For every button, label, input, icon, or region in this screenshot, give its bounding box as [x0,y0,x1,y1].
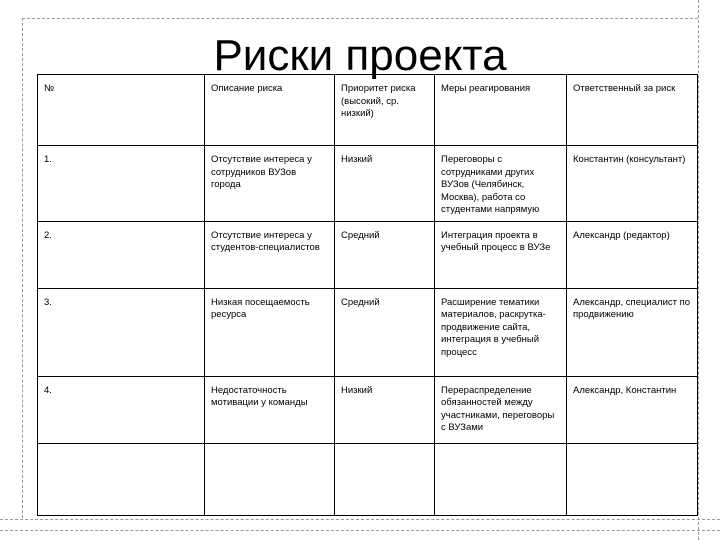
cell-description: Низкая посещаемость ресурса [205,288,335,376]
cell-responsible [567,443,698,515]
header-responsible: Ответственный за риск [567,75,698,146]
cell-description [205,443,335,515]
cell-responsible: Александр, Константин [567,376,698,443]
cell-number [38,443,205,515]
header-description: Описание риска [205,75,335,146]
cell-priority: Низкий [335,146,435,222]
cell-priority: Средний [335,288,435,376]
cell-description: Недостаточность мотивации у команды [205,376,335,443]
cell-number: 2. [38,221,205,288]
cell-measures [435,443,567,515]
guide-line-left [22,18,23,518]
cell-description: Отсутствие интереса у студентов-специалистов [205,221,335,288]
table-row [38,376,698,443]
cell-number: 3. [38,288,205,376]
cell-measures: Интеграция проекта в учебный процесс в ВУЗе [435,221,567,288]
cell-number: 4. [38,376,205,443]
cell-responsible: Александр, специалист по продвижению [567,288,698,376]
table-row [38,221,698,288]
guide-line-bottom-outer [0,530,720,531]
cell-responsible: Константин (консультант) [567,146,698,222]
cell-measures: Расширение тематики материалов, раскрутка-продвижение сайта, интеграция в учебный процесс [435,288,567,376]
cell-priority [335,443,435,515]
risk-table [37,74,698,516]
cell-priority: Низкий [335,376,435,443]
header-priority: Приоритет риска (высокий, ср. низкий) [335,75,435,146]
cell-number: 1. [38,146,205,222]
table-row [38,288,698,376]
guide-line-bottom [0,519,720,520]
table-row [38,146,698,222]
table-row-empty [38,443,698,515]
table-header-row [38,75,698,146]
cell-description: Отсутствие интереса у сотрудников ВУЗов города [205,146,335,222]
cell-measures: Перераспределение обязанностей между участниками, переговоры с ВУЗами [435,376,567,443]
header-measures: Меры реагирования [435,75,567,146]
header-number: № [38,75,205,146]
slide-title: Риски проекта [213,31,507,80]
guide-line-top [22,18,698,19]
cell-responsible: Александр (редактор) [567,221,698,288]
cell-measures: Переговоры с сотрудниками других ВУЗов (Челябинск, Москва), работа со студентами напрямую [435,146,567,222]
cell-priority: Средний [335,221,435,288]
